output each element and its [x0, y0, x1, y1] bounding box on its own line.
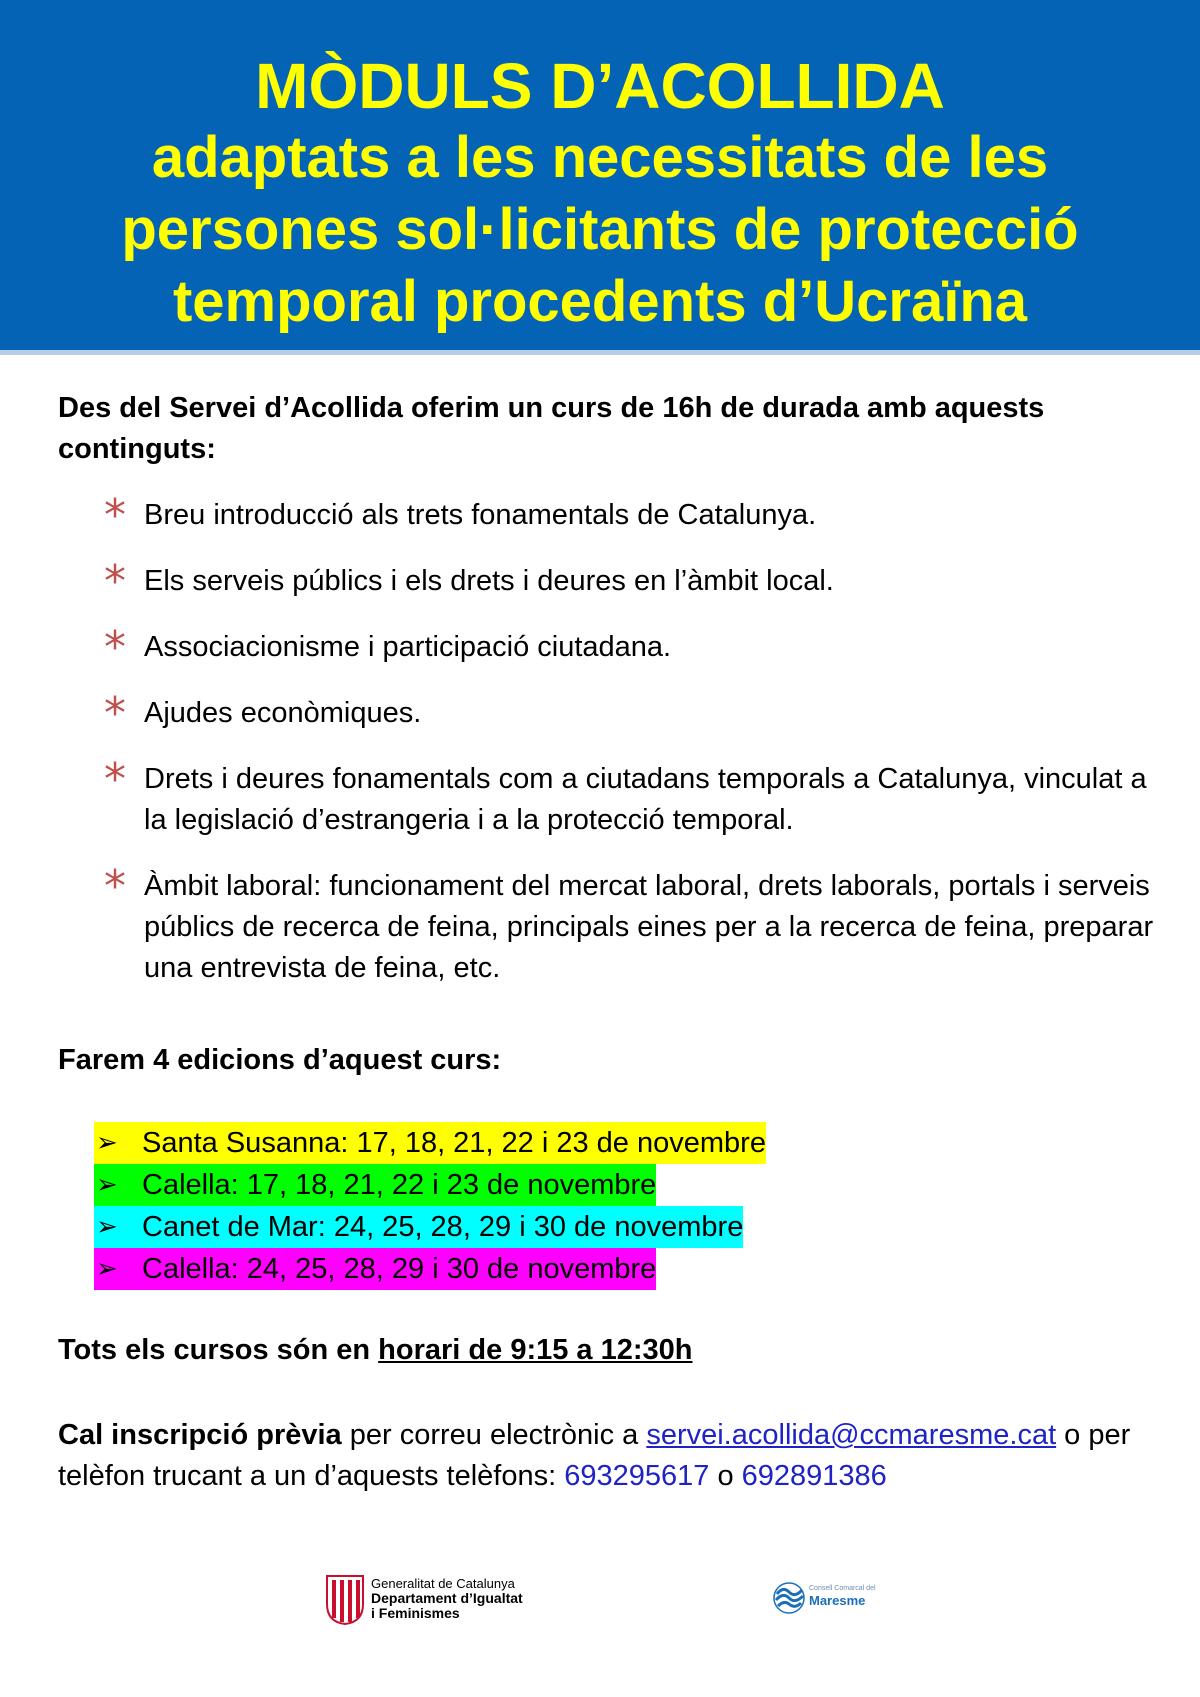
header-title [0, 50, 1200, 338]
generalitat-logo [325, 1574, 565, 1630]
list-item-text: Àmbit laboral: funcionament del mercat laboral, drets laborals, portals i serveis públics de recerca de feina, principals eines per a la recerca de feina, preparar una entrevista de feina, etc. [144, 870, 1154, 984]
title-line-2: adaptats a les necessitats de les [151, 125, 1049, 190]
edition-item [94, 1164, 656, 1206]
asterisk-icon: * [104, 754, 126, 805]
asterisk-icon: * [104, 688, 126, 739]
list-item [104, 861, 1164, 989]
list-item [104, 754, 1164, 841]
list-item-text: Ajudes econòmiques. [144, 697, 422, 729]
asterisk-icon: * [104, 556, 126, 607]
maresme-text [809, 1584, 876, 1608]
contact-text [58, 1415, 1158, 1497]
email-link[interactable]: servei.acollida@ccmaresme.cat [646, 1419, 1057, 1451]
asterisk-icon: * [104, 490, 126, 541]
edition-text: Canet de Mar: 24, 25, 28, 29 i 30 de novembre [142, 1211, 744, 1243]
arrow-icon: ➢ [96, 1254, 118, 1284]
asterisk-icon: * [104, 861, 126, 912]
contact-text-3: o [709, 1460, 742, 1492]
arrow-icon: ➢ [96, 1128, 118, 1158]
list-item-text: Breu introducció als trets fonamentals de Catalunya. [144, 499, 817, 531]
asterisk-icon: * [104, 622, 126, 673]
schedule-text [58, 1330, 693, 1371]
maresme-small-text: Consell Comarcal del [809, 1585, 876, 1592]
edition-text: Calella: 17, 18, 21, 22 i 23 de novembre [142, 1169, 657, 1201]
phone-2[interactable]: 692891386 [741, 1460, 887, 1492]
generalitat-emblem-icon [325, 1574, 365, 1626]
edition-text: Santa Susanna: 17, 18, 21, 22 i 23 de novembre [142, 1127, 766, 1159]
generalitat-text [371, 1576, 523, 1621]
contents-list [104, 490, 1164, 1014]
editions-title: Farem 4 edicions d’aquest curs: [58, 1044, 502, 1076]
generalitat-name: Generalitat de Catalunya [371, 1576, 515, 1591]
edition-item [94, 1122, 766, 1164]
list-item-text: Els serveis públics i els drets i deures en l’àmbit local. [144, 565, 834, 597]
list-item-text: Drets i deures fonamentals com a ciutadans temporals a Catalunya, vinculat a la legislació d’estrangeria i a la protecció temporal. [144, 763, 1147, 836]
list-item-text: Associacionisme i participació ciutadana. [144, 631, 672, 663]
department-name-2: i Feminismes [371, 1605, 460, 1621]
schedule-prefix: Tots els cursos són en [58, 1334, 379, 1366]
registration-required: Cal inscripció prèvia [58, 1419, 342, 1451]
edition-item [94, 1206, 743, 1248]
contact-text-2: o per telèfon trucant a un d’aquests telèfons: [58, 1419, 1131, 1492]
arrow-icon: ➢ [96, 1212, 118, 1242]
list-item [104, 688, 1164, 739]
header-divider [0, 350, 1200, 355]
list-item [104, 556, 1164, 607]
arrow-icon: ➢ [96, 1170, 118, 1200]
edition-text: Calella: 24, 25, 28, 29 i 30 de novembre [142, 1253, 657, 1285]
title-line-1: MÒDULS D’ACOLLIDA [255, 50, 945, 122]
title-line-4: temporal procedents d’Ucraïna [172, 269, 1028, 334]
title-line-3: persones sol·licitants de protecció [121, 197, 1079, 262]
phone-1[interactable]: 693295617 [564, 1460, 710, 1492]
list-item [104, 490, 1164, 541]
maresme-wave-icon [773, 1580, 809, 1616]
intro-text: Des del Servei d’Acollida oferim un curs de 16h de durada amb aquests continguts: [58, 392, 1045, 465]
editions-list [94, 1122, 766, 1290]
contact-text-1: per correu electrònic a [341, 1419, 647, 1451]
department-name-1: Departament d’Igualtat [371, 1590, 523, 1606]
schedule-hours: horari de 9:15 a 12:30h [378, 1334, 693, 1366]
list-item [104, 622, 1164, 673]
maresme-name: Maresme [809, 1593, 866, 1608]
edition-item [94, 1248, 656, 1290]
maresme-logo [773, 1578, 893, 1626]
